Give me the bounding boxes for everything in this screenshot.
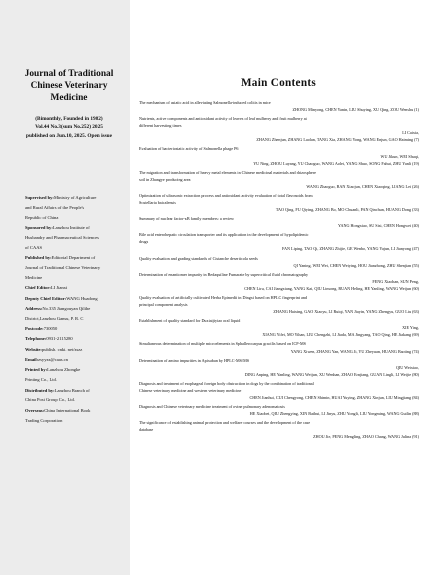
contents-entry — [139, 215, 419, 229]
article-title-line: Diagnosis and treatment of esophageal foreign body obstruction in dogs by the combination of traditional — [139, 380, 314, 386]
article-authors-line: FAN Liping, TAO Qi, ZHANG Zhijie, GE Wenbo, YANG Yajun, LI Jianyong (47) — [282, 246, 419, 252]
article-title-line: Quality evaluation of artificially cultivated Herba Epimedii in Dingxi based on HPLC fingerprint and — [139, 294, 307, 300]
masthead-value: zsyyzz@caas.cn — [38, 357, 68, 363]
article-authors-line: WU Jikun, WEI Shuqi, — [380, 153, 419, 159]
article-authors-line: QI Yaning, WEI Wei, CHEN Weiying, HOU Jianzhong, ZHU Shenjian (55) — [293, 262, 419, 268]
masthead-value: of CAAS — [25, 244, 43, 250]
masthead-value: No.335 Jiangouyan Qilihe — [42, 305, 91, 311]
article-title-line: Diagnosis and Chinese veterinary medicine treatment of ovine pulmonary adenomatosis — [139, 404, 285, 410]
masthead-value: Lanzhou Zhongke — [47, 367, 81, 373]
contents-entry — [139, 99, 419, 113]
article-authors-line: CHEN Liru, CAI Jiangxiang, YANG Kai, QIU Linsong, RUAN Heling, HE Yanling, WANG Weijun (60) — [244, 285, 419, 291]
masthead-value: publish. cnki. net/zszz — [41, 346, 83, 352]
article-title-line: The migration and transformation of heavy metal elements in Chinese medicinal materials and rhizosphere — [139, 169, 316, 175]
masthead-info — [25, 193, 127, 426]
publication-info-line: published on Jun.10, 2025. Open issue — [26, 132, 112, 139]
masthead-label: Distributed by: — [25, 387, 55, 393]
masthead-item — [25, 283, 127, 293]
journal-title-line: Chinese Veterinary — [30, 81, 108, 91]
article-title-line: Bile acid enterohepatic circulation transporter and its application in the development of hypolipidemic — [139, 232, 309, 238]
masthead-value: Lanzhou Branch of — [54, 387, 90, 393]
article-title-line: database — [139, 427, 154, 433]
masthead-item — [25, 345, 127, 355]
journal-title-line: Medicine — [50, 93, 88, 103]
article-authors-line: ZHOU Jie, PENG Mengling, ZHAO Chang, WANG Julina (91) — [313, 434, 419, 440]
article-title-line: The significance of establishing animal protection and welfare courses and the development of the case — [139, 420, 311, 426]
masthead-value: LI Jianxi — [50, 285, 68, 291]
masthead-label: Supervised by: — [25, 195, 54, 200]
article-title-line: different harvesting times — [139, 123, 182, 129]
contents-entry — [139, 271, 419, 292]
article-title-line: Establishment of quality standard for Duxiaijiyiao oral liquid — [139, 318, 241, 324]
article-title-line: Scutellaria baicalensis — [139, 200, 176, 206]
masthead-item — [25, 334, 127, 344]
contents-entry — [139, 231, 419, 252]
masthead-value: Printing Co., Ltd. — [25, 377, 57, 383]
journal-info-sidebar — [0, 0, 130, 575]
masthead-item — [25, 355, 127, 365]
contents-entry — [139, 380, 419, 401]
article-title-line: drugs — [139, 239, 149, 245]
masthead-item — [25, 193, 127, 223]
contents-entry — [139, 340, 419, 354]
article-authors-line: ZHANG Zhenjun, ZHANG Laolan, TANG Xia, ZHANG Yong, WANG Enjun, GAO Haiming (7) — [256, 137, 419, 143]
masthead-value: District,Lanzhou Gansu, P. R. C — [25, 315, 84, 321]
masthead-value: Trading Corporation — [25, 417, 63, 423]
article-title-line: Simultaneous determination of multiple microelements in Sphallerocarpus gracilis based on ICP-MS — [139, 341, 306, 347]
article-authors-line: YANG Hongxiao, SU Sisi, CHEN Hongwei (40) — [338, 223, 419, 229]
masthead-value: China Post Group Co., Ltd. — [25, 397, 75, 403]
masthead-value: WANG Huadong — [66, 295, 98, 301]
masthead-value: Ministry of Agriculture — [53, 195, 97, 200]
contents-entry — [139, 145, 419, 166]
masthead-value: 730050 — [43, 326, 58, 332]
masthead-label: Website: — [25, 346, 42, 352]
article-title-line: Nutrients, active components and antioxidant activity of leaves of leaf mulberry and fruit mulberry at — [139, 116, 307, 122]
contents-entry — [139, 255, 419, 269]
article-authors-line: TAO Qing, FU Qiying, ZHANG Bo, MO Chuanli, PAN Qinchun, HUANG Dong (33) — [275, 207, 419, 213]
contents-entry — [139, 403, 419, 417]
masthead-item — [25, 406, 127, 426]
masthead-value: Editorial Department of — [51, 255, 96, 261]
article-authors-line: YU Ning, ZHOU Luyang, YU Chaoguo, WANG Aolei, YANG Shuo, SONG Fahui, ZHU Yanli (19) — [253, 160, 419, 166]
masthead-label: Email: — [25, 357, 39, 363]
journal-title — [8, 68, 130, 104]
masthead-label: Address: — [25, 305, 43, 311]
article-authors-line: QIU Weixiao, — [395, 364, 419, 370]
contents-title: Main Contents — [240, 77, 317, 89]
article-authors-line: ZHANG Haixing, GAO Xiaoyu, LI Ruiqi, YAN Jiayin, YANG Zhengyu, GUO Liu (63) — [273, 309, 419, 315]
masthead-label: Telephone: — [25, 336, 47, 342]
article-title-line: Optimization of ultrasonic extraction process and antioxidant activity evaluation of total flavonoids from — [139, 192, 313, 198]
article-title-line: Summary of nuclear factor-κB family members: a review — [139, 216, 235, 222]
article-authors-line: WANG Zhaoguo, BAN Xiaojun, CHEN Xiaoqing, LIANG Lei (26) — [306, 183, 419, 189]
masthead-value: 0931-2115280 — [46, 336, 73, 342]
article-title-line: principal component analysis — [139, 302, 188, 308]
article-authors-line: ZHONG Minyong, CHEN Yanin, LIU Shuying, XU Qing, ZOU Wenshu (1) — [292, 107, 419, 113]
masthead-item — [25, 294, 127, 304]
article-authors-line: CHEN Jianhui, CUI Chengyong, CHEN Shimin, HUAI Yuying, ZHANG Xinjun, LIU Mingjiang (84) — [249, 394, 419, 400]
masthead-item — [25, 386, 127, 406]
article-authors-line: XIE Ying, — [402, 325, 419, 331]
article-authors-line: FENG Xiaohan, SUN Peng, — [372, 278, 419, 284]
article-title-line: soil in Zhangye producing area — [139, 176, 191, 182]
masthead-label: Printed by: — [25, 367, 48, 373]
contents-entry — [139, 419, 419, 440]
journal-title-line: Journal of Traditional — [24, 69, 114, 79]
contents-entry — [139, 317, 419, 338]
publication-info-line: Vol.44 No.3(sum No.252) 2025 — [35, 124, 103, 131]
contents-entry — [139, 192, 419, 213]
masthead-value: and Rural Affairs of the People's — [25, 204, 85, 210]
masthead-value: Journal of Traditional Chinese Veterinary — [25, 265, 101, 271]
contents-entry — [139, 169, 419, 190]
contents-entry — [139, 294, 419, 315]
publication-info-line: (Bimonthly, Founded in 1982) — [35, 116, 103, 122]
masthead-value: China International Book — [44, 407, 91, 413]
masthead-item — [25, 365, 127, 385]
article-authors-line: HE Xiaobei, QIU Zhengying, XIN Baihui, LI Jinyu, ZHU Yongli, LIU Yongming, WANG Guilin (88) — [249, 411, 419, 417]
article-title-line: Determination of amino impurities in Apixaban by HPLC-MS/MS — [139, 357, 250, 363]
masthead-label: Chief Editor: — [25, 285, 51, 291]
contents-entry — [139, 357, 419, 378]
masthead-value: Lanzhou Institute of — [52, 225, 90, 231]
article-authors-line: YANG Xiwen, ZHANG Yan, WANG Ji, YU Zheyuan, HUANG Baoting (74) — [290, 348, 419, 354]
publication-info — [8, 115, 130, 140]
masthead-label: Overseas: — [25, 407, 45, 413]
masthead-value: Republic of China — [25, 214, 59, 220]
article-authors-line: XIANG Yifei, MO Yihan, LIU Chengzhi, LI Jiada, MA Jingyang, TAO Qing, HE Jiakang (69) — [262, 332, 419, 338]
article-title-line: The mechanism of asiatic acid in alleviating Salmonella-induced colitis in mice — [139, 100, 271, 105]
article-title-line: Chinese veterinary medicine and western veterinary medicine — [139, 387, 242, 393]
masthead-item — [25, 304, 127, 324]
article-authors-line: LI Caixia, — [402, 130, 419, 136]
article-title-line: Evaluation of bacteriostatic activity of Salmonella phage P6 — [139, 146, 239, 152]
masthead-value: Medicine — [25, 275, 43, 281]
masthead-label: Deputy Chief Editor: — [25, 295, 67, 301]
masthead-label: Postcode: — [25, 326, 44, 332]
masthead-value: Husbandry and Pharmaceutical Sciences — [25, 235, 99, 241]
article-title-line: Quality evaluation and grading standards of Cistanche deserticola seeds — [139, 255, 258, 261]
contents-entry — [139, 115, 419, 143]
table-of-contents — [139, 99, 419, 442]
masthead-item — [25, 253, 127, 283]
masthead-label: Sponsored by: — [25, 225, 53, 231]
article-title-line: Determination of enantiomer impurity in Bedaquiline Fumarate by supercritical fluid chromatography — [139, 271, 309, 277]
masthead-label: Published by: — [25, 255, 52, 261]
masthead-item — [25, 324, 127, 334]
masthead-item — [25, 223, 127, 253]
article-authors-line: DING Anping, HE Yanling, WANG Weijun, XU Wenhan, ZHAO Ernjiang, GUAN Lingli, LI Weijie (80) — [244, 371, 419, 377]
